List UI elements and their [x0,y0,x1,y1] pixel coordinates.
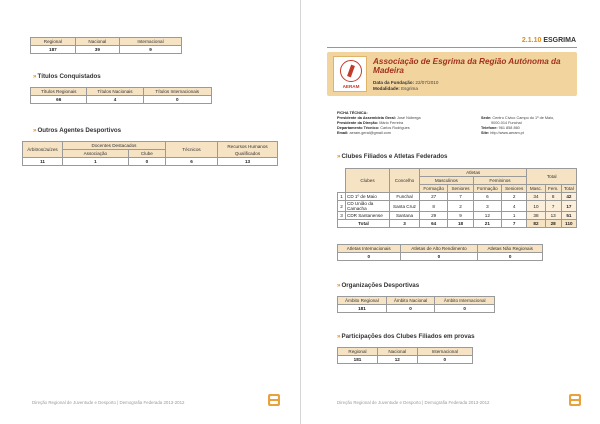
table-cell: 0 [435,305,495,313]
atletas-table [337,244,543,261]
table-cell: 110 [561,220,576,228]
organization-name: Associação de Esgrima da Região Autónoma da Madeira [373,57,561,76]
table-cell: 7 [502,220,527,228]
table-header: Regional [338,348,378,356]
table-header: Formação [420,185,448,193]
table-header: Clubes [346,169,390,193]
section-title-clubes: »Clubes Filiados e Atletas Federados [337,153,448,160]
table-header: Fem. [545,185,561,193]
participacoes-table [337,347,473,364]
table-cell: 7 [545,201,561,212]
table-header: Clube [128,150,165,158]
row-number: 1 [338,193,346,201]
table-cell: 34 [527,193,545,201]
section-marker-icon: » [337,282,341,289]
section-title-titulos: »Títulos Conquistados [33,73,101,80]
fundacao-line: Data da Fundação: 22/07/2010 [373,80,439,85]
table-header: Internacional [417,348,473,356]
table-cell: 29 [420,212,448,220]
email-link[interactable]: aeram.geral@gmail.com [349,131,391,135]
table-row [338,193,577,201]
table-cell: 18 [448,220,473,228]
table-cell: 181 [338,356,378,364]
club-name: CD União da Camacha [346,201,390,212]
table-header: Concelho [390,169,420,193]
table-cell: 181 [338,305,387,313]
table-header: Internacional [119,38,181,46]
table-cell: 1 [502,212,527,220]
table-cell: 12 [473,212,501,220]
row-number: 2 [338,201,346,212]
table-cell: 0 [338,253,401,261]
table-header: Títulos Nacionais [87,88,143,96]
table-cell: 10 [527,201,545,212]
modalidade-line: Modalidade: Esgrima [373,86,418,91]
table-header: Masc. [527,185,545,193]
table-cell: 9 [119,46,181,54]
table-header: Atletas Não Regionais [478,245,543,253]
right-page [300,0,600,424]
table-cell: 13 [218,158,278,166]
table-header: Atletas de Alto Rendimento [400,245,478,253]
table-cell: 27 [420,193,448,201]
table-header: Docentes Destacados [63,142,166,150]
footer-logo-icon [569,394,581,406]
table-cell: 3 [473,201,501,212]
table-header: Regional [31,38,76,46]
table-header: Seniores [502,185,527,193]
table-cell: 17 [561,201,576,212]
table-header: Atletas Internacionais [338,245,401,253]
table-cell: 4 [87,96,143,104]
outros-agentes-table [22,141,278,166]
page-footer: Direção Regional de Juventude e Desporto | Demografia Federada 2013-2012 [32,400,185,405]
table-header: Seniores [448,185,473,193]
section-marker-icon: » [33,127,37,134]
table-cell: 51 [561,212,576,220]
table-cell: 1 [63,158,129,166]
table-cell: 0 [143,96,211,104]
section-sport: ESGRIMA [543,37,576,44]
concelho: Santa Cruz [390,201,420,212]
aeram-logo [333,56,367,92]
concelho: Funchal [390,193,420,201]
table-cell: 28 [545,220,561,228]
concelho: Santana [390,212,420,220]
table-cell: 187 [31,46,76,54]
table-cell: 66 [31,96,87,104]
table-cell: 9 [448,212,473,220]
row-number: 3 [338,212,346,220]
table-cell: 42 [561,193,576,201]
table-header: Âmbito Regional [338,297,387,305]
table-header: Títulos Internacionais [143,88,211,96]
ficha-tecnica-left: FICHA TÉCNICA: Presidente da Assembleia Geral: José Nóbrega Presidente da Direção: Mário Ferreira Departamento Técnico: Carlos Rodrigues Email: aeram.geral@gmail.com [337,111,421,135]
total-label: Total [338,220,390,228]
table-header: Títulos Regionais [31,88,87,96]
table-cell: 3 [390,220,420,228]
table-cell: 7 [448,193,473,201]
table-header: Nacional [378,348,418,356]
table-cell: 0 [400,253,478,261]
section-title-organizacoes: »Organizações Desportivas [337,282,420,289]
organizacoes-table [337,296,495,313]
section-number: 2.1.10 [521,37,542,44]
section-marker-icon: » [33,73,37,80]
header-rule [327,47,577,48]
table-header: Recursos Humanos Qualificados [218,142,278,158]
table-row [338,201,577,212]
table-cell: 6 [473,193,501,201]
club-name: CD 1º de Maio [346,193,390,201]
table-header: Nacional [75,38,119,46]
table-header: Total [527,169,577,185]
table-header: Formação [473,185,501,193]
clubes-table [337,168,577,228]
page-footer: Direção Regional de Juventude e Desporto | Demografia Federada 2013-2012 [337,400,490,405]
table-cell: 38 [527,212,545,220]
table-cell: 39 [75,46,119,54]
table-cell: 0 [128,158,165,166]
table-cell: 4 [502,201,527,212]
table-header: Associação [63,150,129,158]
club-name: CDR Santanense [346,212,390,220]
table-cell: 2 [502,193,527,201]
table-header: Total [561,185,576,193]
table-cell: 8 [420,201,448,212]
table-header: Âmbito Internacional [435,297,495,305]
organization-banner [327,52,577,96]
table-cell: 13 [545,212,561,220]
titulos-table [30,87,212,104]
table-header: Âmbito Nacional [386,297,434,305]
table-header [338,169,346,193]
table-cell: 21 [473,220,501,228]
site-link[interactable]: http://www.aeram.pt [490,131,524,135]
table-cell: 11 [23,158,63,166]
table-cell: 64 [420,220,448,228]
page-header [522,37,576,44]
total-row [338,220,577,228]
section-title-participacoes: »Participações dos Clubes Filiados em provas [337,333,475,340]
table-cell: 0 [417,356,473,364]
table-header: Femininos [473,177,527,185]
table-row [338,212,577,220]
table-cell: 0 [478,253,543,261]
table-header: Masculinos [420,177,474,185]
table-cell: 82 [527,220,545,228]
section-marker-icon: » [337,153,341,160]
footer-logo-icon [268,394,280,406]
emblem-label: AERAM [342,84,360,89]
table-header: Técnicos [166,142,218,158]
section-marker-icon: » [337,333,341,340]
ficha-tecnica-right: Sede: Centro Cívico Campo do 1º de Maio, 9000-014 Funchal Telefone: 961 858 860 Site: http://www.aeram.pt [481,116,555,135]
table-header: Árbitros/Juízes [23,142,63,158]
table-cell: 2 [448,201,473,212]
table-cell: 12 [378,356,418,364]
table-cell: 8 [545,193,561,201]
section-title-outros: »Outros Agentes Desportivos [33,127,122,134]
table-cell: 0 [386,305,434,313]
table-cell: 6 [166,158,218,166]
top-competitions-table [30,37,182,54]
table-header: Atletas [420,169,527,177]
